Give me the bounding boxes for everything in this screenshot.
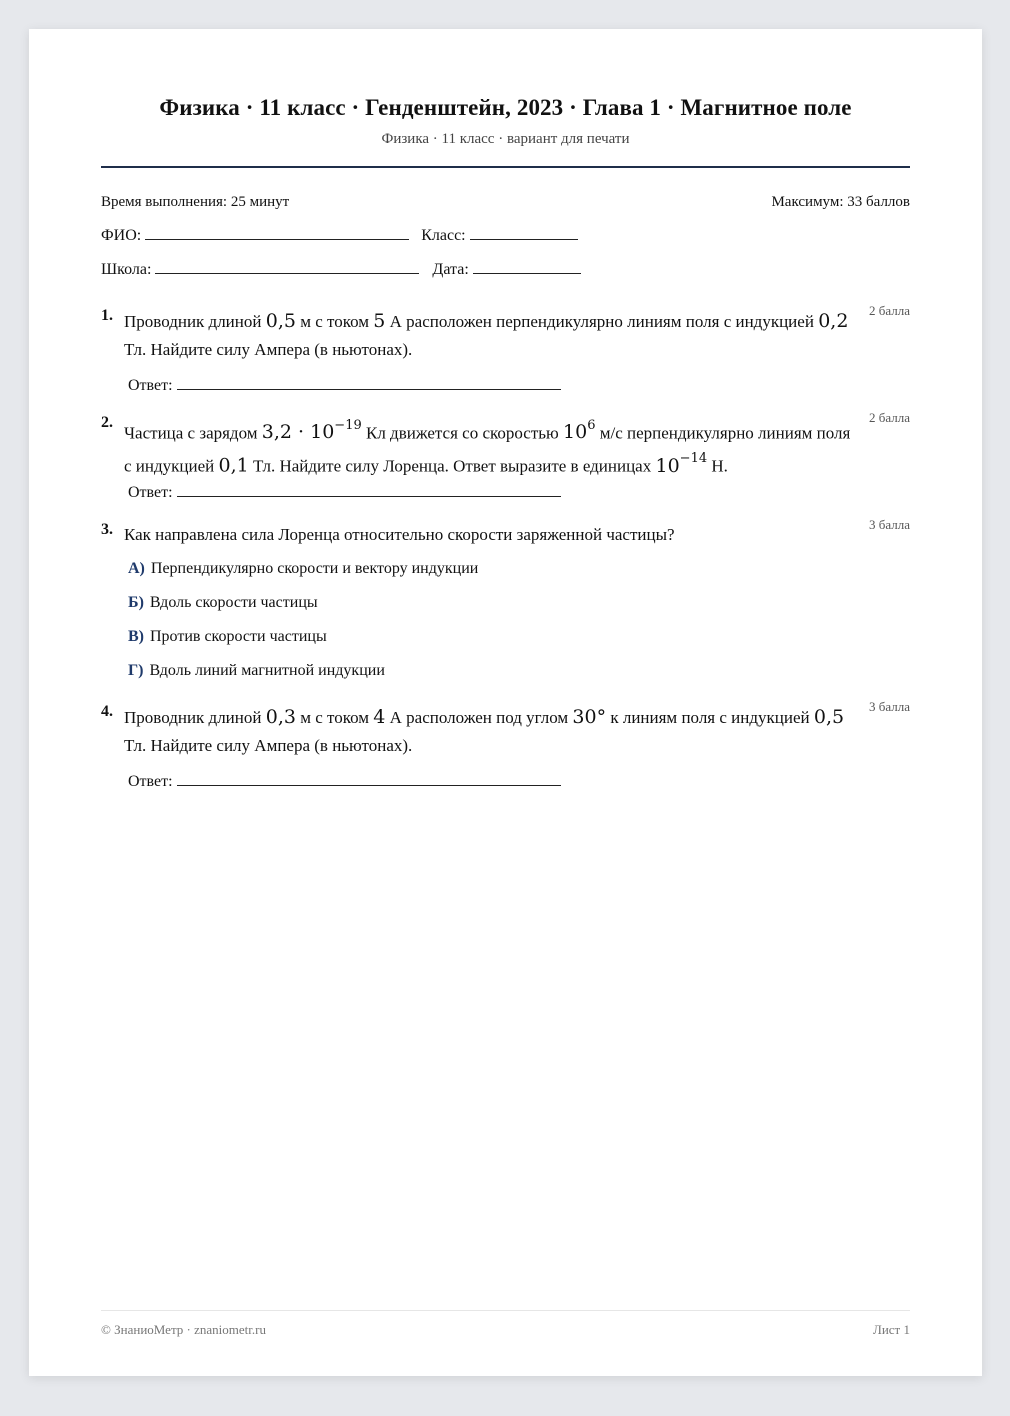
question-number: 4. [101, 703, 113, 720]
text-fragment: к линиям поля с индукцией [606, 708, 814, 727]
text-fragment: м с током [295, 312, 374, 331]
question-number: 2. [101, 414, 113, 431]
option-b[interactable] [128, 594, 318, 612]
option-letter: В) [128, 628, 144, 645]
text-fragment: м/с перпендикулярно линиям поля с индукцией [124, 423, 851, 476]
option-c[interactable] [128, 628, 327, 646]
header-divider [101, 166, 910, 168]
text-fragment: Кл движется со скоростью [361, 423, 563, 443]
answer-row [128, 482, 561, 502]
answer-field[interactable] [177, 771, 561, 786]
math-value [563, 418, 596, 444]
answer-row [128, 771, 561, 791]
text-fragment: А расположен под углом [385, 708, 573, 727]
fio-label: ФИО: [101, 227, 142, 244]
math-exponent: 6 [587, 418, 596, 433]
page-number: Лист 1 [873, 1322, 910, 1337]
answer-label: Ответ: [128, 773, 173, 790]
question-points: 2 балла [869, 410, 910, 425]
meta-row [101, 194, 910, 211]
math-value: 0,5 [265, 310, 296, 332]
text-fragment: Частица с зарядом [124, 423, 262, 443]
math-base: 10 [563, 421, 588, 444]
math-exponent: −19 [334, 418, 362, 433]
text-fragment: Проводник длиной [124, 708, 266, 727]
question-text [124, 414, 859, 481]
text-fragment: м с током [295, 708, 374, 727]
fio-row [101, 225, 578, 245]
option-letter: Г) [128, 662, 144, 679]
option-d[interactable] [128, 662, 385, 680]
footer-copyright: © ЗнаниоМетр · znaniometr.ru [101, 1322, 266, 1337]
math-base: 3,2 · 10 [261, 421, 335, 444]
math-value [655, 451, 708, 477]
answer-label: Ответ: [128, 484, 173, 501]
question-points: 2 балла [869, 303, 910, 318]
option-text: Вдоль скорости частицы [149, 594, 318, 611]
worksheet-page [29, 29, 982, 1376]
math-value: 0,3 [265, 706, 296, 728]
text-fragment: Н. [707, 456, 728, 476]
answer-row [128, 375, 561, 395]
question-number: 3. [101, 521, 113, 538]
math-value: 4 [373, 706, 386, 728]
math-base: 10 [655, 454, 680, 477]
date-label: Дата: [432, 261, 469, 278]
text-fragment: Тл. Найдите силу Ампера (в ньютонах). [124, 736, 413, 755]
text-fragment: Тл. Найдите силу Лоренца. Ответ выразите в единицах [248, 456, 656, 476]
fio-field[interactable] [145, 225, 409, 240]
option-text: Против скорости частицы [150, 628, 327, 645]
option-text: Вдоль линий магнитной индукции [149, 662, 385, 679]
math-value: 5 [373, 310, 386, 332]
question-points: 3 балла [869, 699, 910, 714]
time-limit: Время выполнения: 25 минут [101, 194, 290, 210]
answer-label: Ответ: [128, 377, 173, 394]
footer [101, 1322, 910, 1338]
option-letter: А) [128, 560, 145, 577]
option-a[interactable] [128, 560, 478, 578]
question-text [124, 307, 859, 364]
school-label: Школа: [101, 261, 152, 278]
question-text [124, 703, 859, 760]
date-field[interactable] [473, 259, 581, 274]
page-title: Физика · 11 класс · Генденштейн, 2023 · Глава 1 · Магнитное поле [159, 95, 852, 120]
math-exponent: −14 [679, 451, 708, 467]
page-subtitle: Физика · 11 класс · вариант для печати [381, 131, 630, 147]
math-value [261, 418, 362, 444]
text-fragment: Тл. Найдите силу Ампера (в ньютонах). [124, 340, 413, 359]
math-value: 30° [572, 706, 607, 728]
question-points: 3 балла [869, 517, 910, 532]
class-field[interactable] [470, 225, 578, 240]
question-number: 1. [101, 307, 113, 324]
footer-divider [101, 1310, 910, 1311]
text-fragment: А расположен перпендикулярно линиям поля с индукцией [385, 312, 819, 331]
class-label: Класс: [421, 227, 466, 244]
math-value: 0,2 [818, 310, 849, 332]
answer-field[interactable] [177, 375, 561, 390]
text-fragment: Проводник длиной [124, 312, 266, 331]
school-row [101, 259, 581, 279]
max-score: Максимум: 33 баллов [771, 194, 910, 210]
math-value: 0,5 [813, 706, 845, 728]
option-letter: Б) [128, 594, 144, 611]
option-text: Перпендикулярно скорости и вектору индукции [150, 560, 479, 577]
answer-field[interactable] [177, 482, 561, 497]
school-field[interactable] [155, 259, 419, 274]
math-value: 0,1 [218, 454, 249, 477]
question-text: Как направлена сила Лоренца относительно скорости заряженной частицы? [124, 525, 675, 544]
